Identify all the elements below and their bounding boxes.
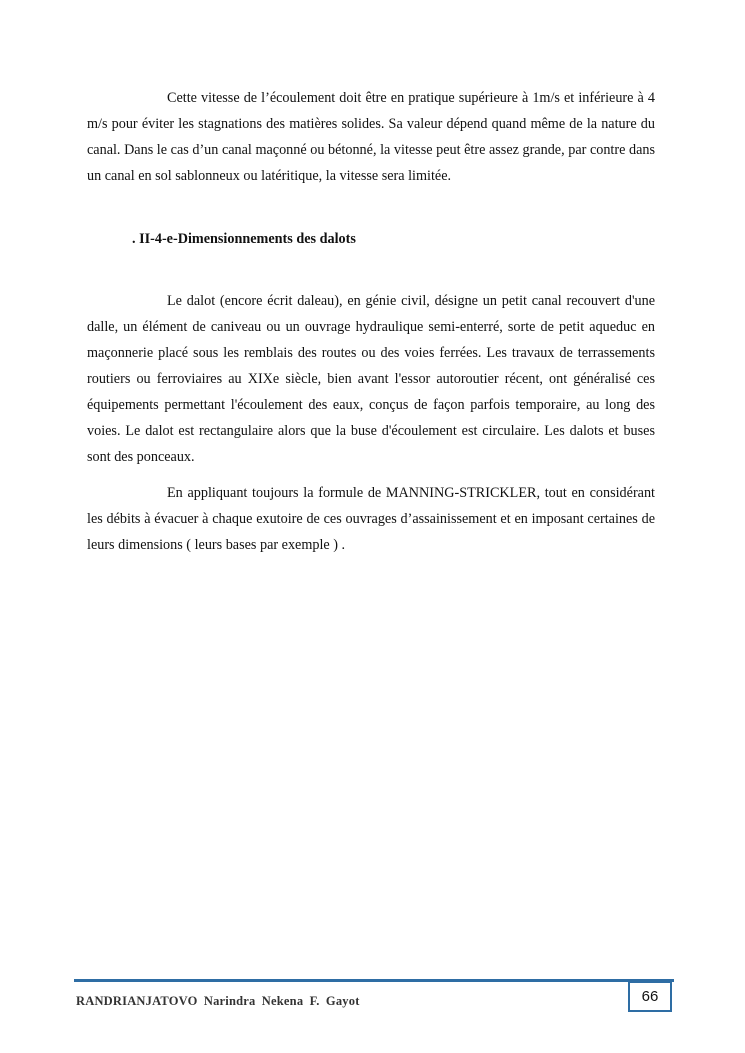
- paragraph-velocity: Cette vitesse de l’écoulement doit être en pratique supérieure à 1m/s et inférieure à 4 m/s pour éviter les stagnations des matières solides. Sa valeur dépend quand même de la nature du canal. Dans le cas d’un canal maçonné ou bétonné, la vitesse peut être assez grande, par contre dans un canal en sol sablonneux ou latéritique, la vitesse sera limitée.: [87, 90, 655, 184]
- page-number: 66: [628, 981, 672, 1012]
- paragraph-manning-strickler: En appliquant toujours la formule de MANNING-STRICKLER, tout en considérant les débits à évacuer à chaque exutoire de ces ouvrages d’assainissement et en imposant certaines de leurs dimensions ( leurs bases par exemple ) .: [87, 485, 655, 553]
- footer-divider: [74, 979, 674, 982]
- paragraph-dalot-definition: Le dalot (encore écrit daleau), en génie civil, désigne un petit canal recouvert d'une dalle, un élément de caniveau ou un ouvrage hydraulique semi-enterré, sorte de petit aqueduc en maçonnerie placé sous les remblais des routes ou des voies ferrées. Les travaux de terrassements routiers ou ferroviaires au XIXe siècle, bien avant l'essor autoroutier récent, ont généralisé ces équipements permettant l'écoulement des eaux, conçus de façon parfois temporaire, au long des voies. Le dalot est rectangulaire alors que la buse d'écoulement est circulaire. Les dalots et buses sont des ponceaux.: [87, 293, 655, 465]
- footer-author: RANDRIANJATOVO Narindra Nekena F. Gayot: [76, 994, 360, 1008]
- section-heading: . II-4-e-Dimensionnements des dalots: [132, 231, 356, 247]
